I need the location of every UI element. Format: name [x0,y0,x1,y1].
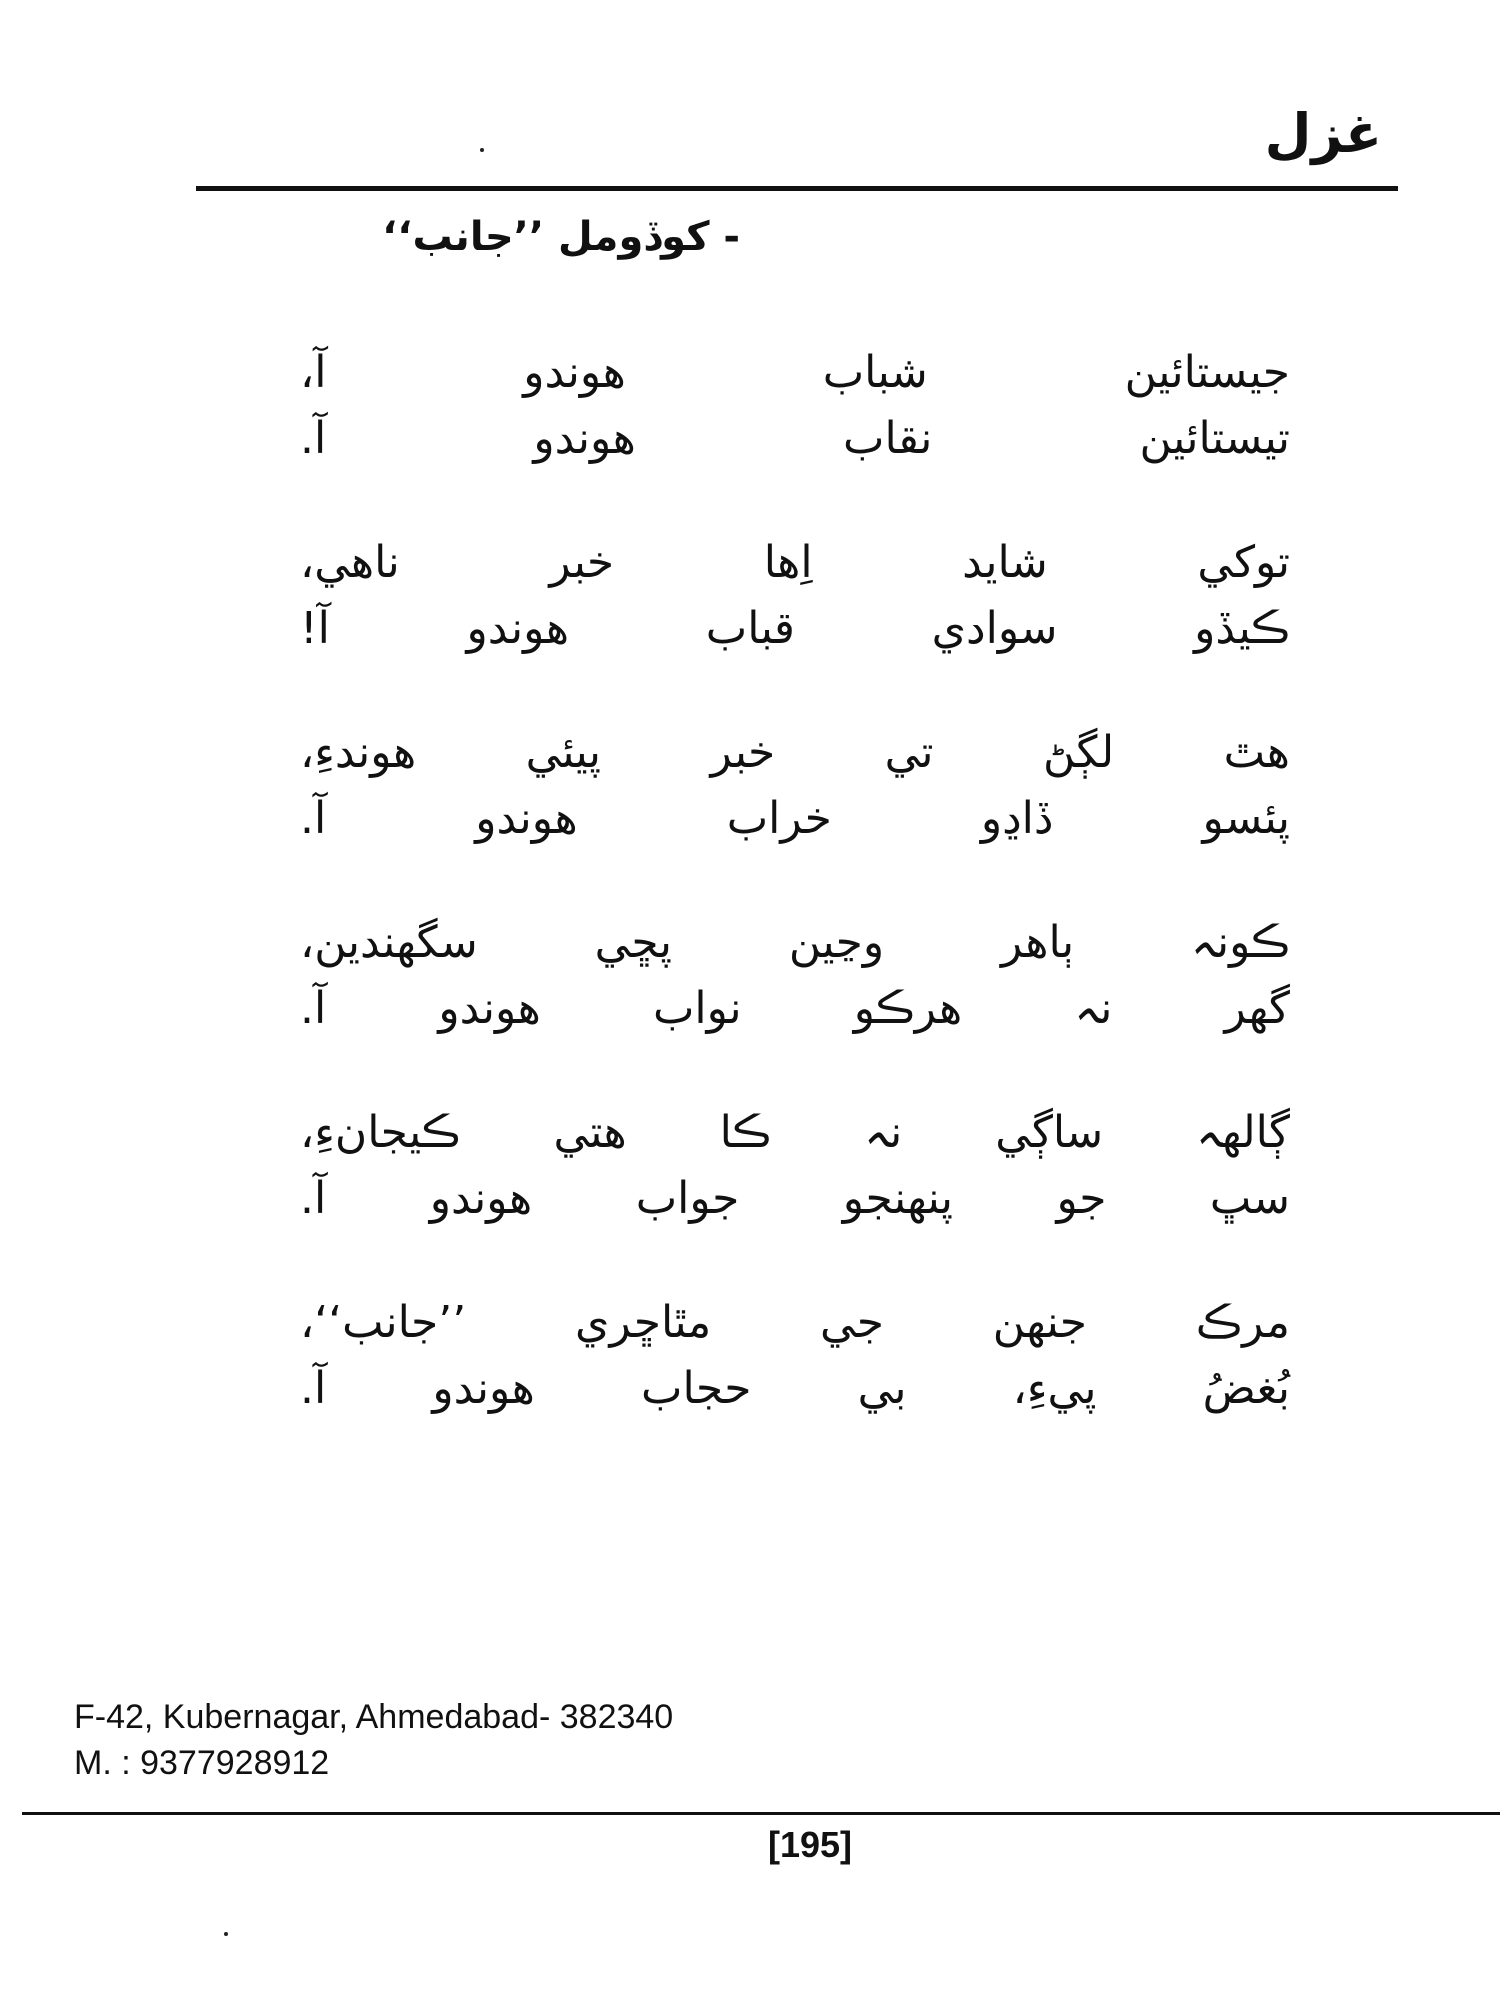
couplet [300,720,1290,910]
verse-line: توکي شايد اِها خبر ناهي، [300,537,1290,588]
verse-line: بُغضُ پيءِ، بي حجاب هوندو آ. [300,1363,1290,1414]
poem [300,340,1290,1480]
contact-address [74,1694,673,1786]
verse-line: ڪيڏو سوادي قباب هوندو آ! [300,603,1290,654]
scan-speck [480,148,484,152]
verse-line: تيستائين نقاب هوندو آ. [300,413,1290,464]
address-line: F-42, Kubernagar, Ahmedabad- 382340 [74,1698,674,1736]
footer-divider [22,1812,1500,1815]
couplet [300,530,1290,720]
verse-line: ڪونہ ٻاهر وڃين پڇي سگهندين، [300,917,1290,968]
verse-line: ڳالهہ ساڳي نہ ڪا هتي ڪيجانءِ، [300,1107,1290,1158]
author-line: - کوڏومل ’’جانب‘‘ [382,214,740,260]
mobile-number: M. : 9377928912 [74,1744,330,1782]
couplet [300,340,1290,530]
verse-line: جيستائين شباب هوندو آ، [300,347,1290,398]
couplet [300,1100,1290,1290]
couplet [300,910,1290,1100]
verse-line: سڀ جو پنهنجو جواب هوندو آ. [300,1173,1290,1224]
verse-line: پئسو ڏاڍو خراب هوندو آ. [300,793,1290,844]
header-divider [196,186,1398,191]
scan-speck [224,1932,228,1936]
couplet [300,1290,1290,1480]
page-title: غزل [1264,102,1382,165]
verse-line: مرڪ جنهن جي مٿاڇري ’’جانب‘‘، [300,1297,1290,1348]
page-number: [195] [767,1824,853,1865]
verse-line: هٿ لڳڻ تي خبر پيئي هوندءِ، [300,727,1290,778]
verse-line: گهر نہ هرڪو نواب هوندو آ. [300,983,1290,1034]
